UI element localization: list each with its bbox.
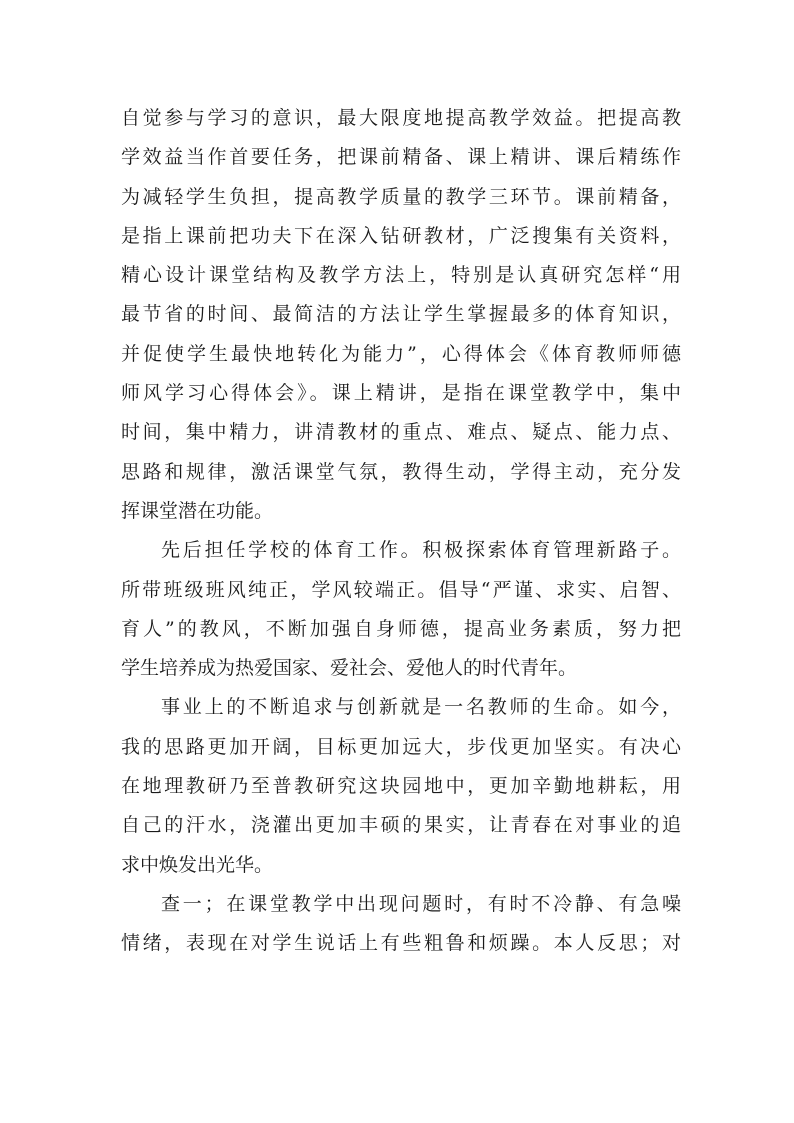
- paragraph: [121, 531, 681, 688]
- text-line: 是指上课前把功夫下在深入钻研教材，广泛搜集有关资料，: [121, 224, 681, 247]
- text-line: 自己的汗水，浇灌出更加丰硕的果实，让青春在对事业的追: [121, 814, 681, 837]
- text-line: 挥课堂潜在功能。: [121, 499, 274, 522]
- text-line: 师风学习心得体会》。课上精讲，是指在课堂教学中，集中: [121, 382, 681, 405]
- text-line: 学生培养成为热爱国家、爱社会、爱他人的时代青年。: [121, 657, 578, 680]
- paragraph: [121, 688, 681, 884]
- text-line: 查一；在课堂教学中出现问题时，有时不冷静、有急噪: [161, 892, 681, 915]
- paragraph: [121, 885, 681, 964]
- text-line: 育人”的教风，不断加强自身师德，提高业务素质，努力把: [121, 617, 681, 640]
- text-line: 在地理教研乃至普教研究这块园地中，更加辛勤地耕耘，用: [121, 775, 681, 798]
- text-line: 事业上的不断追求与创新就是一名教师的生命。如今，: [161, 696, 681, 719]
- text-line: 思路和规律，激活课堂气氛，教得生动，学得主动，充分发: [121, 460, 681, 483]
- text-line: 自觉参与学习的意识，最大限度地提高教学效益。把提高教: [121, 107, 681, 129]
- text-line: 所带班级班风纯正，学风较端正。倡导“严谨、求实、启智、: [121, 578, 681, 601]
- document-page: [121, 99, 681, 964]
- text-line: 为减轻学生负担，提高教学质量的教学三环节。课前精备，: [121, 185, 681, 208]
- text-line: 求中焕发出光华。: [121, 853, 274, 876]
- text-line: 情绪，表现在对学生说话上有些粗鲁和烦躁。本人反思；对: [121, 932, 681, 955]
- text-line: 并促使学生最快地转化为能力”，心得体会《体育教师师德: [121, 342, 681, 365]
- text-line: 最节省的时间、最简洁的方法让学生掌握最多的体育知识，: [121, 303, 681, 326]
- text-line: 精心设计课堂结构及教学方法上，特别是认真研究怎样“用: [121, 264, 681, 287]
- text-line: 时间，集中精力，讲清教材的重点、难点、疑点、能力点、: [121, 421, 681, 444]
- text-line: 先后担任学校的体育工作。积极探索体育管理新路子。: [161, 539, 681, 562]
- paragraph: [121, 99, 681, 531]
- text-line: 我的思路更加开阔，目标更加远大，步伐更加坚实。有决心: [121, 735, 681, 758]
- text-line: 学效益当作首要任务，把课前精备、课上精讲、课后精练作: [121, 146, 681, 169]
